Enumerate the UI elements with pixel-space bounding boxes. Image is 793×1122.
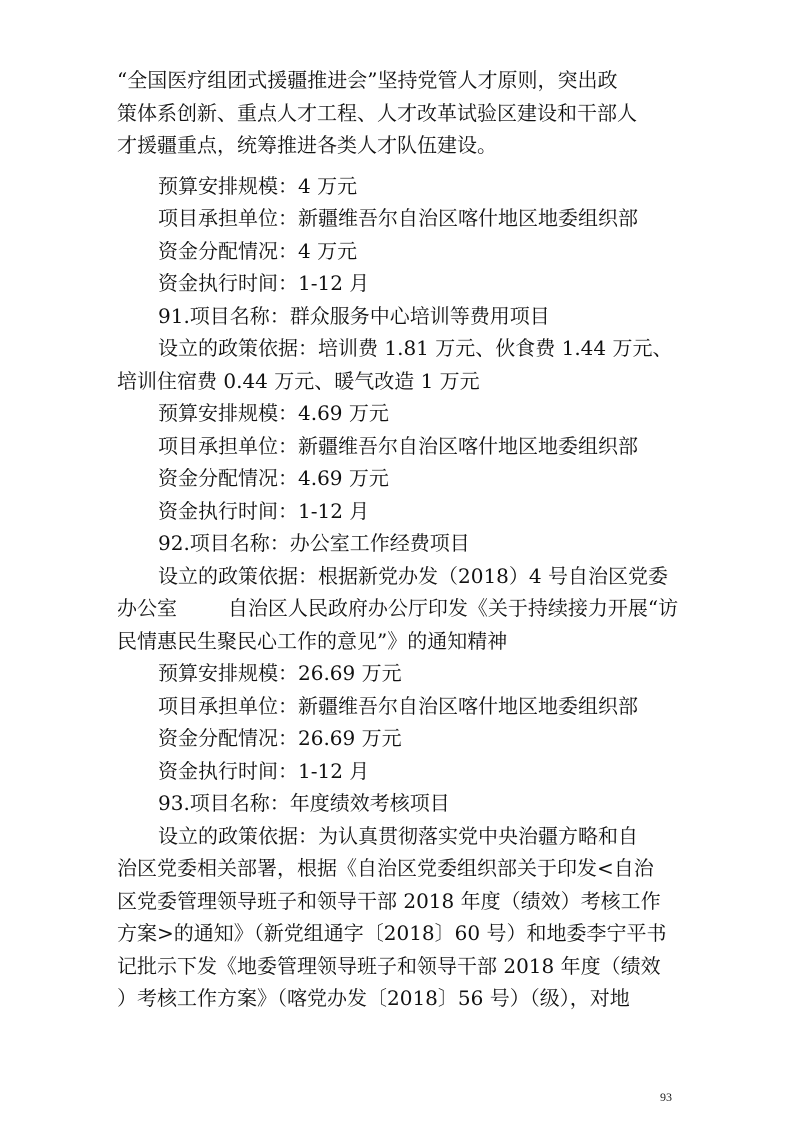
text-line-20: 项目承担单位：新疆维吾尔自治区喀什地区地委组织部 bbox=[158, 694, 638, 718]
text-line-16: 设立的政策依据：根据新党办发（2018）4 号自治区党委 bbox=[158, 564, 668, 588]
text-line-11: 预算安排规模：4.69 万元 bbox=[158, 401, 389, 425]
text-line-17: 办公室 自治区人民政府办公厅印发《关于持续接力开展“访 bbox=[117, 596, 679, 620]
text-line-25: 治区党委相关部署，根据《自治区党委组织部关于印发<自治 bbox=[117, 856, 654, 880]
text-line-22: 资金执行时间：1-12 月 bbox=[158, 759, 370, 783]
text-line-21: 资金分配情况：26.69 万元 bbox=[158, 726, 402, 750]
text-line-26: 区党委管理领导班子和领导干部 2018 年度（绩效）考核工作 bbox=[117, 889, 661, 913]
text-line-14: 资金执行时间：1-12 月 bbox=[158, 499, 370, 523]
text-line-6: 资金分配情况：4 万元 bbox=[158, 239, 358, 263]
text-line-2: 策体系创新、重点人才工程、人才改革试验区建设和干部人 bbox=[117, 101, 637, 125]
text-line-7: 资金执行时间：1-12 月 bbox=[158, 271, 370, 295]
text-line-5: 项目承担单位：新疆维吾尔自治区喀什地区地委组织部 bbox=[158, 206, 638, 230]
text-line-19: 预算安排规模：26.69 万元 bbox=[158, 661, 402, 685]
text-line-9: 设立的政策依据：培训费 1.81 万元、伙食费 1.44 万元、 bbox=[158, 336, 673, 360]
text-line-18: 民情惠民生聚民心工作的意见”》的通知精神 bbox=[117, 629, 508, 653]
text-line-4: 预算安排规模：4 万元 bbox=[158, 174, 358, 198]
text-line-27: 方案>的通知》（新党组通字〔2018〕60 号）和地委李宁平书 bbox=[117, 921, 667, 945]
text-line-13: 资金分配情况：4.69 万元 bbox=[158, 466, 389, 490]
text-line-24: 设立的政策依据：为认真贯彻落实党中央治疆方略和自 bbox=[158, 824, 638, 848]
text-line-1: “全国医疗组团式援疆推进会”坚持党管人才原则，突出政 bbox=[117, 68, 618, 92]
text-line-15: 92.项目名称：办公室工作经费项目 bbox=[158, 531, 470, 555]
text-line-8: 91.项目名称：群众服务中心培训等费用项目 bbox=[158, 304, 550, 328]
text-line-28: 记批示下发《地委管理领导班子和领导干部 2018 年度（绩效 bbox=[117, 954, 661, 978]
text-line-12: 项目承担单位：新疆维吾尔自治区喀什地区地委组织部 bbox=[158, 434, 638, 458]
text-line-10: 培训住宿费 0.44 万元、暖气改造 1 万元 bbox=[117, 369, 480, 393]
text-line-23: 93.项目名称：年度绩效考核项目 bbox=[158, 791, 450, 815]
text-line-29: ）考核工作方案》（喀党办发〔2018〕56 号）（级），对地 bbox=[117, 986, 630, 1010]
text-line-3: 才援疆重点，统筹推进各类人才队伍建设。 bbox=[117, 133, 497, 157]
page-number: 93 bbox=[660, 1090, 672, 1104]
